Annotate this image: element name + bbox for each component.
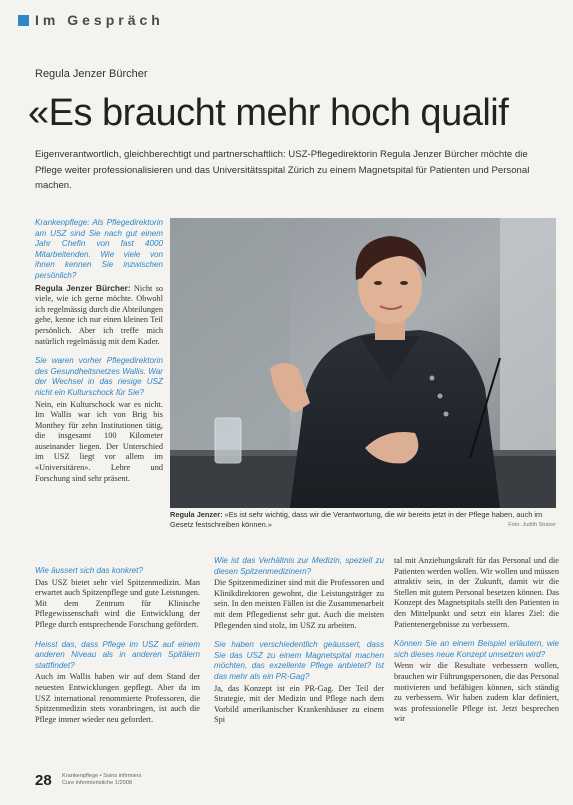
question-1: Krankenpflege: Als Pflegedirektorin am USZ sind Sie nach gut einem Jahr Chefin von fast 4000 Mitarbeitenden. Wie viele von ihnen kennen Sie inzwischen persönlich? [35, 218, 163, 280]
headline: «Es braucht mehr hoch qualif [28, 92, 509, 134]
answer-2: Nein, ein Kulturschock war es nicht. Im Wallis war ich von Brig bis Monthey für zehn Institutionen tätig, die insgesamt 100 Kilometer auseinander liegen. Der Unterschied im USZ liegt vor allem im «Universitären». Lehre und Forschung sind sehr präsent. [35, 399, 163, 483]
portrait-photo [170, 218, 556, 508]
question-2: Sie waren vorher Pflegedirektorin des Gesundheitsnetzes Wallis. War der Wechsel in das riesige USZ nicht ein Kulturschock für Sie? [35, 356, 163, 397]
question-3: Wie äussert sich das konkret? [35, 566, 143, 575]
section-square-icon [18, 15, 29, 26]
column-1-bottom [35, 566, 200, 725]
answer-1: Regula Jenzer Bürcher: Nicht so viele, wie ich gerne möchte. Obwohl ich regelmässig durch die Abteilungen gehe, kenne ich nur einen kleinen Teil persönlich. Aber ich treffe mich natürlich regelmässig mit dem Kader. [35, 282, 163, 346]
answer-7: Wenn wir die Resultate verbessern wollen, brauchen wir Führungspersonen, die das Personal motivieren und befähigen können, sich ständig zu verbessern. Wir haben zudem klar definiert, was professionelle Pflege ist. Jetzt besprechen wir [394, 661, 559, 724]
column-2 [214, 556, 384, 726]
answer-4: Auch im Wallis haben wir auf dem Stand der neuesten Entwicklungen gepflegt. Aber da im USZ international renommierte Professoren, die Spitzenmedizin stets voranbringen, ist auch die Pflege immer wieder neu gefordert. [35, 672, 200, 724]
answer-6-continued: tal mit Anziehungskraft für das Personal und die Patienten werden wollen. Wir wollen und müssen attraktiv sein, in der Zukunft, damit wir die Stellen mit gutem Personal besetzen können. Das Konzept des Magnetspitals stellt den Patienten in den Mittelpunkt und setzt ein klares Ziel: die Patientenergebnisse zu verbessern. [394, 556, 559, 629]
section-label: Im Gespräch [35, 12, 164, 28]
photo-credit: Foto: Judith Stutzer [508, 522, 556, 528]
caption-name: Regula Jenzer: [170, 510, 223, 519]
answer-6: Ja, das Konzept ist ein PR-Gag. Der Teil der Strategie, mit der Medizin und Pflege nach dem Vorbild amerikanischer Krankenhäuser zu einem Spi [214, 683, 384, 725]
question-6: Sie haben verschiedentlich geäussert, dass Sie das USZ zu einem Magnetspital machen möchten, das exzellente Pflege anbietet? Ist das mehr als ein PR-Gag? [214, 640, 384, 681]
answer-5: Die Spitzenmediziner sind mit die Professoren und Klinikdirektoren gewohnt, die Leistungsträger zu sein. In den meisten Fällen ist die Zusammenarbeit mit dem Pflegedienst sehr gut. Auch die meisten Pflegenden sind stolz, im USZ zu arbeiten. [214, 578, 384, 630]
question-4: Heisst das, dass Pflege im USZ auf einem anderen Niveau als in anderen Spitälern stattfindet? [35, 639, 200, 670]
column-3 [394, 556, 559, 725]
caption-text: «Es ist sehr wichtig, dass wir die Verantwortung, die wir bereits jetzt in der Pflege haben, auch im Gesetz festschreiben können.» [170, 510, 543, 529]
footer-publication: Krankenpflege • Soins infirmiers Cure infermieristiche 1/2008 [62, 773, 142, 786]
section-header [18, 12, 164, 28]
page-number: 28 [35, 772, 52, 789]
portrait-illustration [170, 218, 556, 508]
lead-paragraph: Eigenverantwortlich, gleichberechtigt und partnerschaftlich: USZ-Pflegedirektorin Regula Jenzer Bürcher möchte die Pflege weiter professionalisieren und das Universitätsspital Zürich zu einem Magnetspital für Patienten und Personal machen. [35, 149, 530, 191]
speaker-label: Regula Jenzer Bürcher: [35, 282, 131, 293]
question-5: Wie ist das Verhältnis zur Medizin, speziell zu diesen Spitzenmedizinern? [214, 556, 384, 576]
photo-caption [170, 510, 556, 530]
column-1-top [35, 218, 163, 484]
question-7: Können Sie an einem Beispiel erläutern, wie sich dieses neue Konzept umsetzen wird? [394, 639, 559, 659]
author-name: Regula Jenzer Bürcher [35, 68, 148, 80]
answer-3: Das USZ bietet sehr viel Spitzenmedizin. Man erwartet auch Spitzenpflege und gute Leistungen. Mit dem Zentrum für Klinische Pflegewissenschaft wird die Entwicklung der Pflege durch entsprechende Forschung gefördert. [35, 577, 200, 629]
